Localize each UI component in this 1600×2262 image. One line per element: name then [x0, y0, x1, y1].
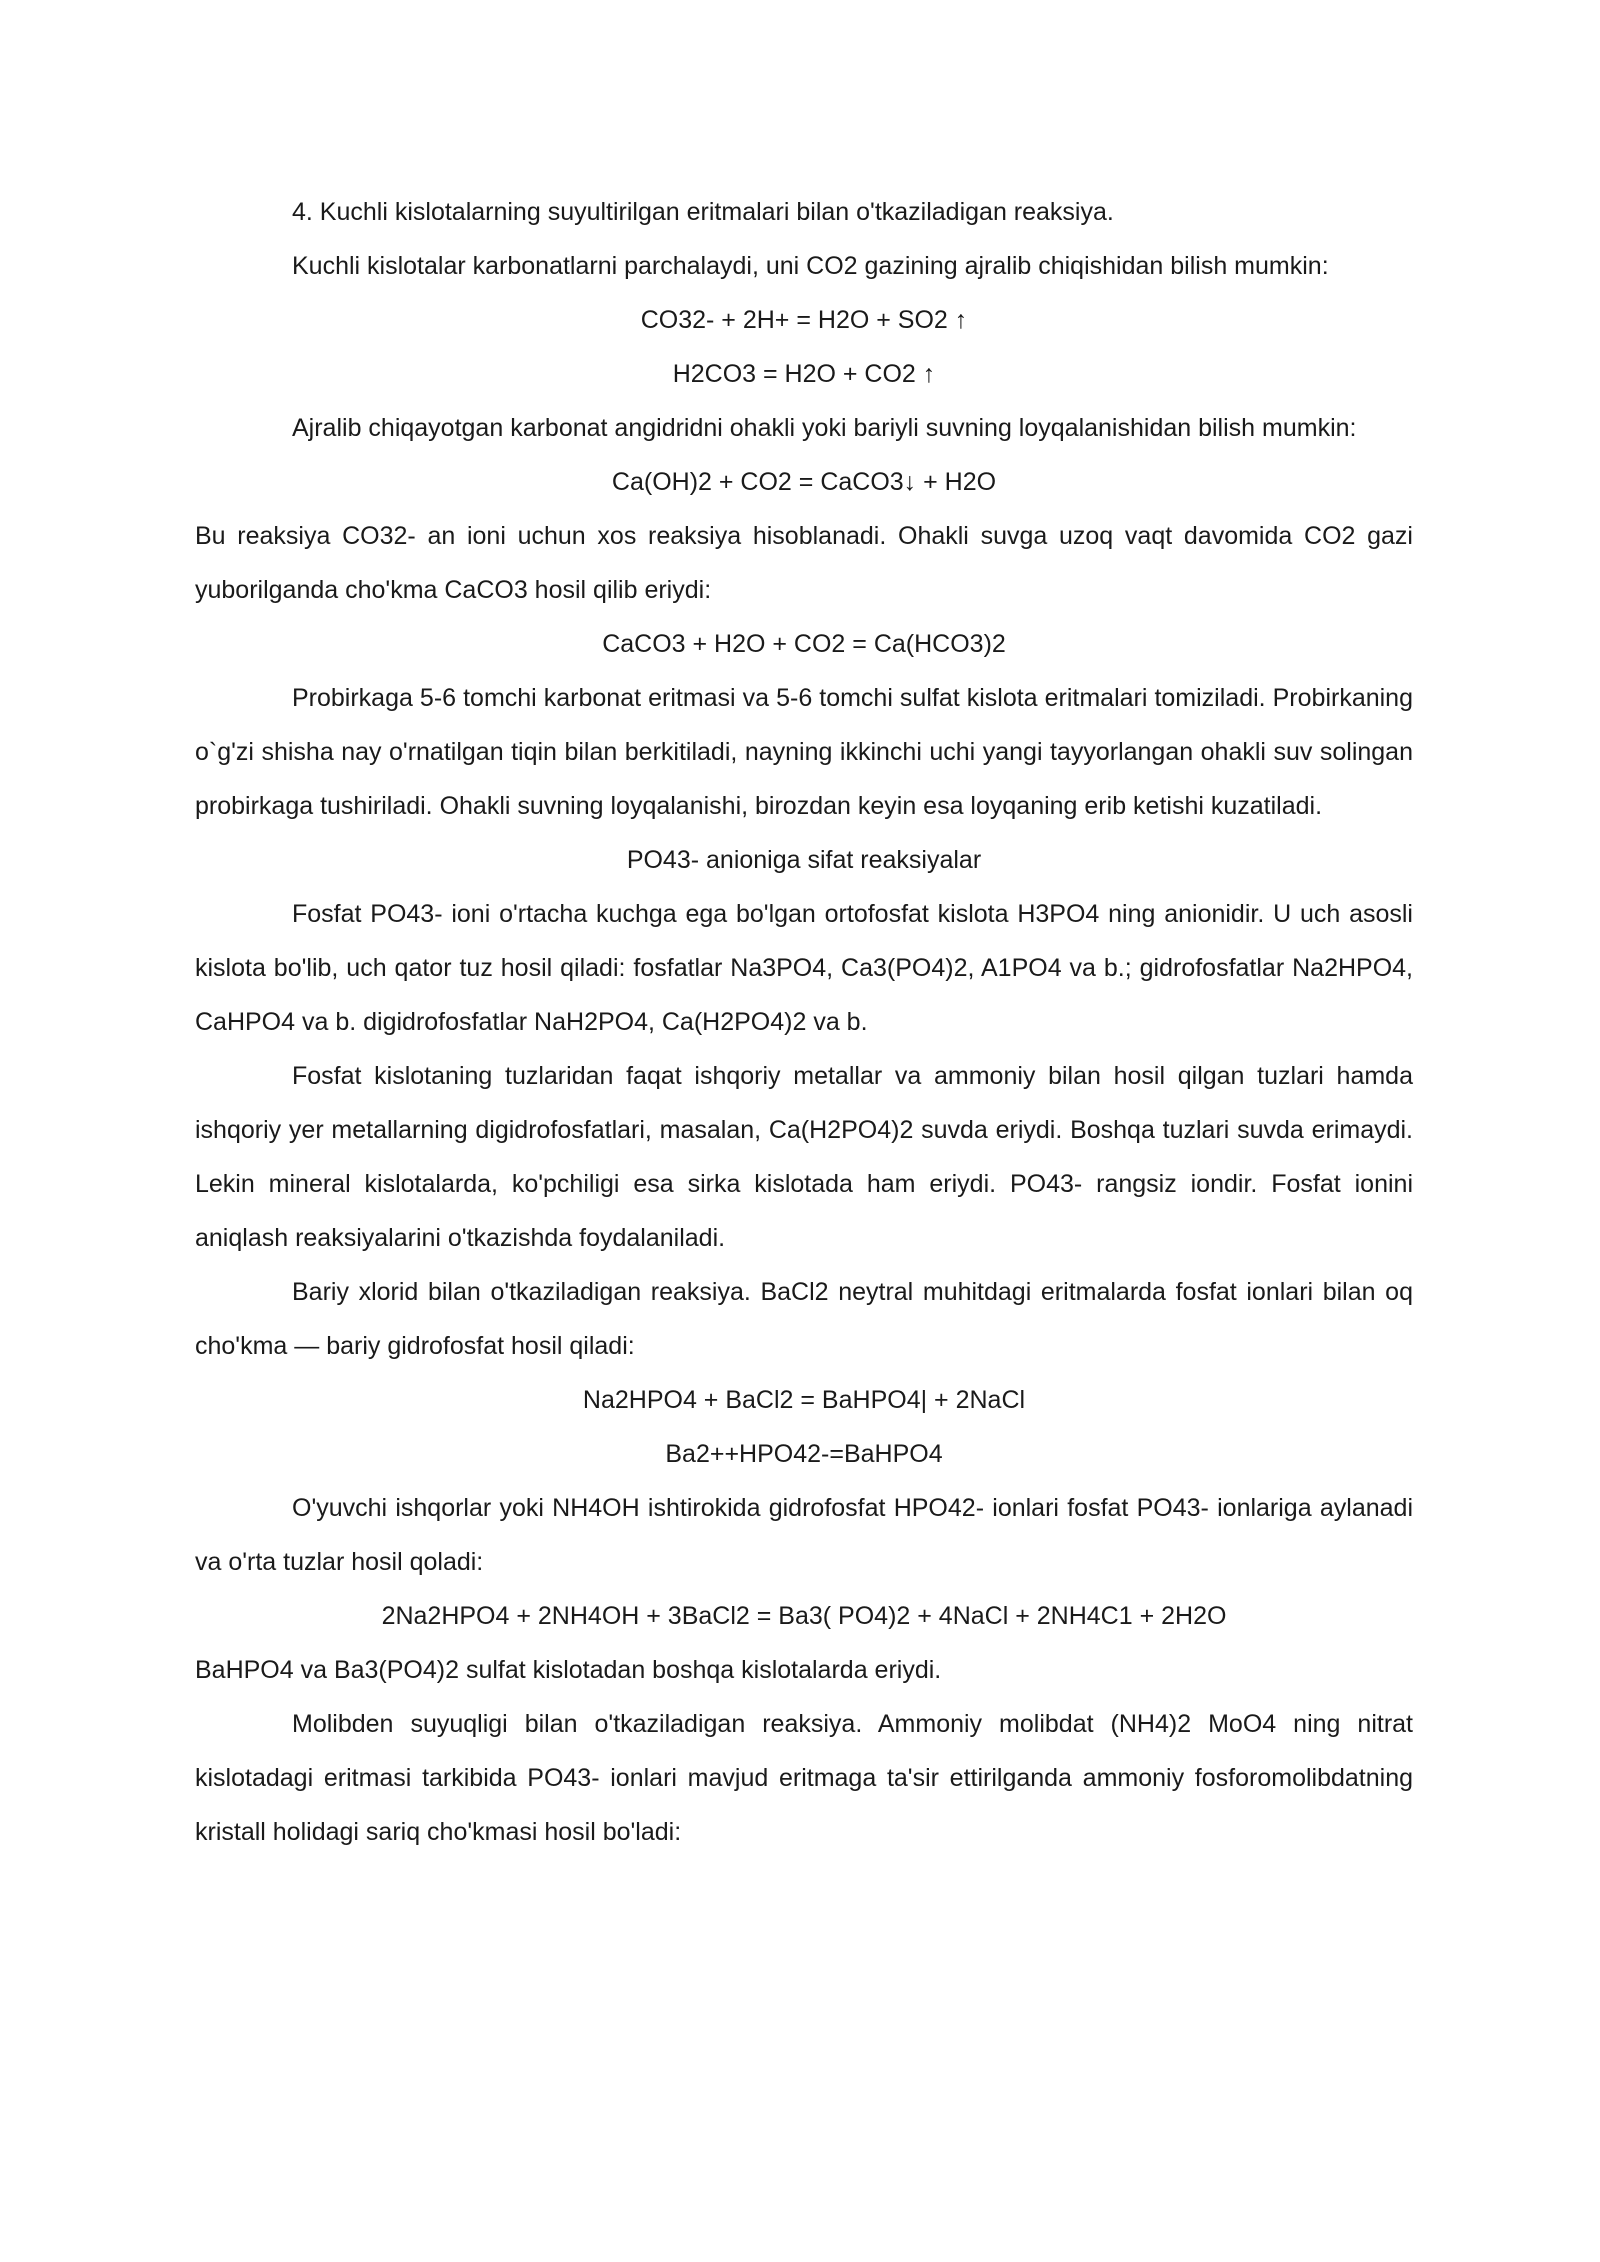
paragraph-test-tube-procedure: Probirkaga 5-6 tomchi karbonat eritmasi va 5-6 tomchi sulfat kislota eritmalari tomiziladi. Probirkaning o`g'zi shisha nay o'rnatilgan tiqin bilan berkitiladi, nayning ikkinchi uchi yangi tayyorlangan ohakli suv solingan probirkaga tushiriladi. Ohakli suvning loyqalanishi, birozdan keyin esa loyqaning erib ketishi kuzatiladi.: [195, 684, 1413, 820]
paragraph-barium-salts-solubility: BaHPO4 va Ba3(PO4)2 sulfat kislotadan boshqa kislotalarda eriydi.: [195, 1656, 942, 1684]
document-page: [195, 185, 1413, 1859]
equation-barium-phosphate: 2Na2HPO4 + 2NH4OH + 3BaCl2 = Ba3( PO4)2 + 4NaCl + 2NH4C1 + 2H2O: [381, 1602, 1227, 1630]
section-heading-phosphate: PO43- anioniga sifat reaksiyalar: [626, 846, 982, 874]
paragraph-barium-chloride: Bariy xlorid bilan o'tkaziladigan reaksiya. BaCl2 neytral muhitdagi eritmalarda fosfat ionlari bilan oq cho'kma — bariy gidrofosfat hosil qiladi:: [195, 1278, 1413, 1360]
paragraph-alkali-conversion: O'yuvchi ishqorlar yoki NH4OH ishtirokida gidrofosfat HPO42- ionlari fosfat PO43- ionlariga aylanadi va o'rta tuzlar hosil qoladi:: [195, 1494, 1413, 1576]
equation-bicarbonate: CaCO3 + H2O + CO2 = Ca(HCO3)2: [602, 630, 1006, 658]
paragraph-characteristic-reaction: Bu reaksiya CO32- an ioni uchun xos reaksiya hisoblanadi. Ohakli suvga uzoq vaqt davomida CO2 gazi yuborilganda cho'kma CaCO3 hosil qilib eriydi:: [195, 522, 1413, 604]
equation-carbonic-decomposition: H2CO3 = H2O + CO2 ↑: [672, 360, 936, 388]
paragraph-section-4-heading: 4. Kuchli kislotalarning suyultirilgan eritmalari bilan o'tkaziladigan reaksiya.: [292, 198, 1114, 226]
paragraph-phosphate-ion: Fosfat PO43- ioni o'rtacha kuchga ega bo'lgan ortofosfat kislota H3PO4 ning anionidir. U uch asosli kislota bo'lib, uch qator tuz hosil qiladi: fosfatlar Na3PO4, Ca3(PO4)2, A1PO4 va b.; gidrofosfatlar Na2HPO4, CaHPO4 va b. digidrofosfatlar NaH2PO4, Ca(H2PO4)2 va b.: [195, 900, 1413, 1036]
equation-lime-water: Ca(OH)2 + CO2 = CaCO3↓ + H2O: [611, 468, 997, 496]
equation-barium-hydrophosphate: Na2HPO4 + BaCl2 = BaHPO4| + 2NaCl: [582, 1386, 1026, 1414]
paragraph-phosphate-solubility: Fosfat kislotaning tuzlaridan faqat ishqoriy metallar va ammoniy bilan hosil qilgan tuzlari hamda ishqoriy yer metallarning digidrofosfatlari, masalan, Ca(H2PO4)2 suvda eriydi. Boshqa tuzlari suvda erimaydi. Lekin mineral kislotalarda, ko'pchiligi esa sirka kislotada ham eriydi. PO43- rangsiz iondir. Fosfat ionini aniqlash reaksiyalarini o'tkazishda foydalaniladi.: [195, 1062, 1413, 1252]
equation-carbonate-acid: CO32- + 2H+ = H2O + SO2 ↑: [640, 306, 968, 334]
paragraph-strong-acids: Kuchli kislotalar karbonatlarni parchalaydi, uni CO2 gazining ajralib chiqishidan bilish mumkin:: [292, 252, 1329, 280]
paragraph-molybdenum-reaction: Molibden suyuqligi bilan o'tkaziladigan reaksiya. Ammoniy molibdat (NH4)2 MoO4 ning nitrat kislotadagi eritmasi tarkibida PO43- ionlari mavjud eritmaga ta'sir ettirilganda ammoniy fosforomolibdatning kristall holidagi sariq cho'kmasi hosil bo'ladi:: [195, 1710, 1413, 1846]
equation-ionic-barium: Ba2++HPO42-=BaHPO4: [665, 1440, 943, 1468]
paragraph-carbon-dioxide-detection: Ajralib chiqayotgan karbonat angidridni ohakli yoki bariyli suvning loyqalanishidan bilish mumkin:: [292, 414, 1357, 442]
